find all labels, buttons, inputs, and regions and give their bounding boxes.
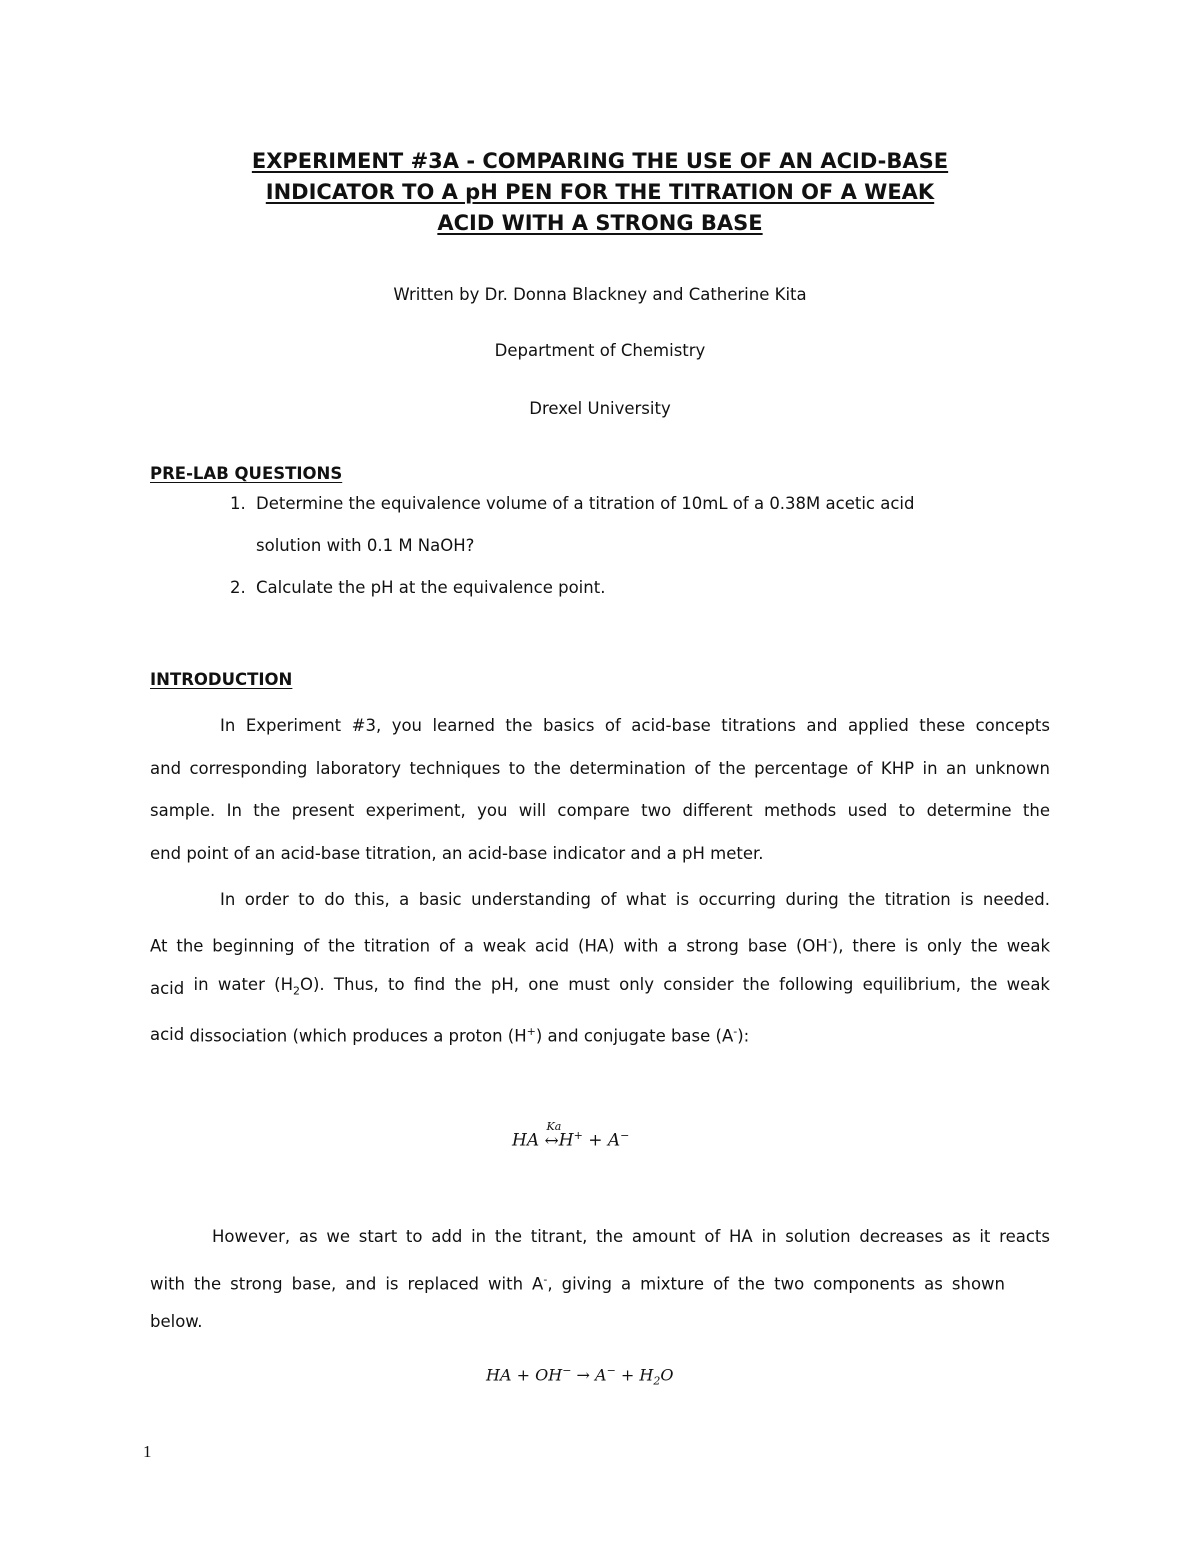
eq1-ka-label: Ka: [546, 1119, 562, 1133]
intro-p2-line-2-text-a: At the beginning of the titration of a weak acid (HA) with a strong base (OH: [150, 936, 828, 956]
question-2-line-1: Calculate the pH at the equivalence point.: [256, 578, 606, 597]
minus-superscript-2: -: [733, 1025, 738, 1038]
eq2-oh-charge: −: [562, 1364, 572, 1377]
question-1-line-2: solution with 0.1 M NaOH?: [256, 536, 475, 555]
eq2-a-charge: −: [606, 1364, 616, 1377]
two-subscript: 2: [292, 984, 300, 998]
eq1-a: A: [607, 1130, 621, 1151]
eq2-plus-1: +: [516, 1365, 531, 1385]
intro-p2-line-4-acid: acid: [150, 1024, 185, 1044]
intro-p3-line-3: below.: [150, 1312, 203, 1331]
plus-superscript: +: [526, 1025, 536, 1038]
intro-p2-line-3: [150, 975, 1050, 1001]
intro-p2-line-4-text-b: dissociation (which produces a proton (H: [184, 1026, 527, 1046]
question-1-line-1: Determine the equivalence volume of a titration of 10mL of a 0.38M acetic acid: [256, 494, 915, 513]
intro-p2-line-4-text-d: ):: [737, 1026, 750, 1046]
eq2-oh: OH: [535, 1365, 563, 1385]
intro-p1-line-2: and corresponding laboratory techniques to the determination of the percentage of KHP in an unknown: [150, 759, 1050, 778]
eq2-h: H: [639, 1365, 654, 1385]
question-1-number: 1.: [230, 494, 246, 513]
intro-p1-line-3: sample. In the present experiment, you will compare two different methods used to determine the: [150, 801, 1050, 820]
eq2-a: A: [595, 1365, 607, 1385]
authors-line: Written by Dr. Donna Blackney and Catherine Kita: [393, 285, 807, 304]
prelab-heading: PRE-LAB QUESTIONS: [150, 464, 343, 483]
intro-p3-line-2-text-a: with the strong base, and is replaced with A: [150, 1274, 544, 1294]
eq1-ha: HA: [512, 1130, 540, 1151]
eq1-h: H: [558, 1130, 574, 1151]
eq1-arrow-glyph: ↔: [544, 1130, 559, 1151]
intro-p3-line-1: However, as we start to add in the titrant, the amount of HA in solution decreases as it reacts: [212, 1227, 1050, 1246]
intro-p2-line-4-text-c: ) and conjugate base (A: [535, 1026, 734, 1046]
introduction-heading: INTRODUCTION: [150, 670, 293, 689]
equation-neutralization: [486, 1361, 673, 1392]
intro-p2-line-3-acid: acid: [150, 979, 185, 998]
eq1-equilibrium-arrow: [544, 1119, 562, 1151]
university-line: Drexel University: [529, 399, 671, 418]
intro-p2-line-3-text-c: O). Thus, to find the pH, one must only consider the following equilibrium, the weak: [299, 975, 1050, 994]
intro-p2-line-1: In order to do this, a basic understanding of what is occurring during the titration is needed.: [220, 890, 1050, 909]
intro-p1-line-4: end point of an acid-base titration, an acid-base indicator and a pH meter.: [150, 844, 764, 863]
intro-p2-line-2-text-b: ), there is only the weak: [831, 936, 1051, 956]
eq2-arrow: →: [576, 1365, 590, 1385]
intro-p2-line-2: [150, 932, 1050, 957]
intro-p2-line-3-text-b: in water (H: [184, 975, 293, 994]
eq2-o: O: [660, 1365, 674, 1385]
question-2-number: 2.: [230, 578, 246, 597]
minus-superscript: -: [827, 935, 832, 948]
document-title: [150, 146, 1050, 239]
title-line-3: ACID WITH A STRONG BASE: [437, 211, 763, 235]
eq1-plus: +: [588, 1130, 603, 1151]
eq2-h-subscript: 2: [653, 1374, 661, 1388]
page-number: 1: [143, 1442, 152, 1461]
equation-dissociation: [512, 1119, 630, 1151]
eq2-ha: HA: [486, 1365, 512, 1385]
intro-p3-line-2-text-b: , giving a mixture of the two components as shown: [547, 1274, 1005, 1294]
eq1-h-charge: +: [573, 1129, 583, 1142]
title-line-1: EXPERIMENT #3A - COMPARING THE USE OF AN ACID-BASE: [251, 149, 949, 173]
title-line-2: INDICATOR TO A pH PEN FOR THE TITRATION OF A WEAK: [265, 180, 935, 204]
eq2-plus-2: +: [620, 1365, 635, 1385]
intro-p2-line-4: [150, 1022, 1050, 1047]
eq1-a-charge: −: [620, 1129, 630, 1142]
intro-p1-line-1: In Experiment #3, you learned the basics of acid-base titrations and applied these concepts: [220, 716, 1050, 735]
intro-p3-line-2: [150, 1270, 1005, 1295]
department-line: Department of Chemistry: [494, 341, 706, 360]
minus-superscript-3: -: [543, 1273, 548, 1286]
